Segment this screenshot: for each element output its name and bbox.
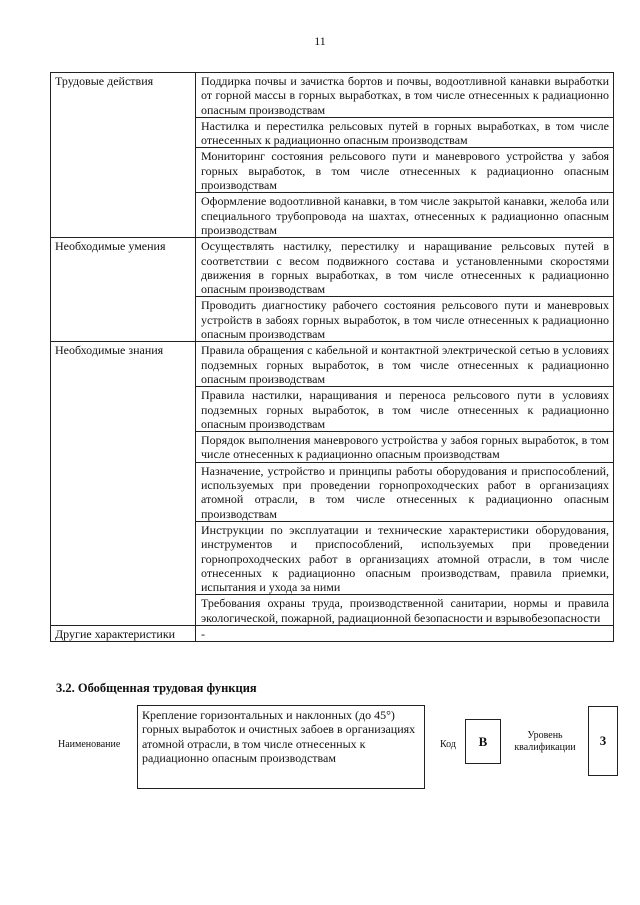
row-item: Настилка и перестилка рельсовых путей в горных выработках, в том числе отнесенных к радиационно опасным производствам [196, 117, 614, 148]
section-title: 3.2. Обобщенная трудовая функция [56, 681, 257, 695]
row-item: Мониторинг состояния рельсового пути и маневрового устройства у забоя горных выработок, в том числе отнесенных к радиационно опасным производствам [196, 148, 614, 193]
table-row [51, 342, 614, 387]
name-value-box: Крепление горизонтальных и наклонных (до 45°) горных выработок и очистных забоев в организациях атомной отрасли, в том числе отнесенных к радиационно опасным производствам [137, 705, 425, 789]
row-item: Правила настилки, наращивания и переноса рельсового пути в условиях подземных горных выработок, в том числе отнесенных к радиационно опасным производствам [196, 387, 614, 432]
labor-function-table [50, 72, 614, 642]
table-row [51, 73, 614, 118]
name-label: Наименование [58, 739, 121, 750]
row-item: Проводить диагностику рабочего состояния рельсового пути и маневровых устройств в забоях горных выработок, в том числе отнесенных к радиационно опасным производствам [196, 297, 614, 342]
row-item: Требования охраны труда, производственной санитарии, нормы и правила экологической, пожарной, радиационной безопасности и взрывобезопасности [196, 595, 614, 626]
row-item: Поддирка почвы и зачистка бортов и почвы, водоотливной канавки выработки от горной массы в горных выработках, в том числе отнесенных к радиационно опасным производствам [196, 73, 614, 118]
row-item: Оформление водоотливной канавки, в том числе закрытой канавки, желоба или специального трубопровода на шахтах, отнесенных к радиационно опасным производствам [196, 193, 614, 238]
page-number: 11 [314, 34, 326, 48]
row-label: Другие характеристики [51, 625, 196, 641]
row-item: Порядок выполнения маневрового устройства у забоя горных выработок, в том числе отнесенных к радиационно опасным производствам [196, 432, 614, 463]
row-label: Трудовые действия [51, 73, 196, 238]
qualification-level-label: Уровень квалификации [514, 730, 576, 753]
code-value-box: В [465, 719, 501, 764]
code-label: Код [440, 739, 456, 750]
row-item: Назначение, устройство и принципы работы оборудования и приспособлений, используемых при проведении горнопроходческих работ в организациях атомной отрасли, в том числе отнесенных к радиационно опасным производствам [196, 462, 614, 521]
row-item: Осуществлять настилку, перестилку и наращивание рельсовых путей в соответствии с весом подвижного состава и установленными скоростями движения в горных выработках, в том числе отнесенных к радиационно опасным производствам [196, 238, 614, 297]
row-item: - [196, 625, 614, 641]
table-row [51, 238, 614, 297]
row-label: Необходимые умения [51, 238, 196, 342]
row-item: Инструкции по эксплуатации и технические характеристики оборудования, инструментов и приспособлений, используемых при проведении горнопроходческих работ в организациях атомной отрасли, в том числе отнесенных к радиационно опасным производствам, правила приемки, испытания и ухода за ними [196, 521, 614, 594]
qualification-level-box: 3 [588, 706, 618, 776]
row-label: Необходимые знания [51, 342, 196, 626]
table-row [51, 625, 614, 641]
row-item: Правила обращения с кабельной и контактной электрической сетью в условиях подземных горных выработок, в том числе отнесенных к радиационно опасным производствам [196, 342, 614, 387]
